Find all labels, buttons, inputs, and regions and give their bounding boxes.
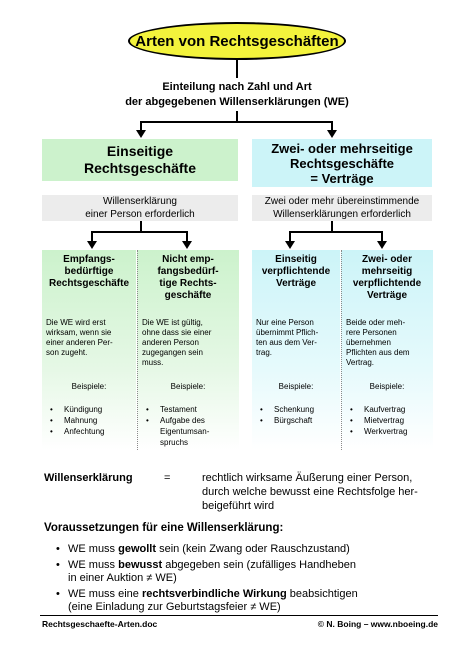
list-item: • Mietvertrag xyxy=(342,415,432,426)
list-item xyxy=(44,559,454,585)
heading-einseitige xyxy=(42,139,238,181)
list-item-text: Aufgabe des xyxy=(160,416,205,425)
note-left xyxy=(42,195,238,221)
prerequisites-list xyxy=(44,543,454,617)
list-item: • Schenkung xyxy=(252,404,340,415)
col4-description xyxy=(342,318,440,368)
prereq-emphasis: gewollt xyxy=(118,543,157,555)
prereq-text: sein (kein Zwang oder Rauschzustand) xyxy=(156,543,350,555)
col4-title-line: verpflichtende xyxy=(352,278,422,289)
col2-title-line: tige Rechts- xyxy=(159,278,217,289)
col3-desc-line: Nur eine Person xyxy=(256,318,314,327)
col4-title-line: mehrseitig xyxy=(361,266,413,277)
connector-col4 xyxy=(381,231,383,243)
prereq-text: abgegeben sein (zufälliges Handheben xyxy=(162,559,357,571)
list-item: • Testament xyxy=(138,404,238,415)
note-right-line-2: Willenserklärungen erforderlich xyxy=(273,209,411,220)
col1-description xyxy=(42,318,144,358)
definition-text-line: rechtlich wirksame Äußerung einer Person, xyxy=(202,472,413,484)
note-left-line-2: einer Person erforderlich xyxy=(85,209,195,220)
col3-title-line: Einseitig xyxy=(275,254,317,265)
col4-title-line: Verträge xyxy=(366,290,408,301)
col2-title-line: Nicht emp- xyxy=(162,254,214,265)
prereq-text: (eine Einladung zur Geburtstagsfeier ≠ WE) xyxy=(68,601,281,613)
heading-mehrseitige-line-1: Zwei- oder mehrseitige xyxy=(271,140,413,156)
definition-text-line: beigeführt wird xyxy=(202,500,275,512)
col4-examples xyxy=(342,404,432,437)
definition-equals: = xyxy=(164,472,171,484)
col2-desc-line: ohne dass sie einer xyxy=(142,328,212,337)
heading-einseitige-line-1: Einseitige xyxy=(106,143,174,159)
footer-divider xyxy=(40,615,438,616)
col1-title-line: Rechtsgeschäfte xyxy=(48,278,130,289)
prereq-emphasis: bewusst xyxy=(118,559,163,571)
list-item: • Kaufvertrag xyxy=(342,404,432,415)
definition-term: Willenserklärung xyxy=(44,472,133,484)
diagram-title: Arten von Rechtsgeschäften xyxy=(135,32,339,50)
prereq-text: WE muss xyxy=(68,559,119,571)
definition-text xyxy=(202,471,452,513)
prereq-text: beabsichtigen xyxy=(286,588,358,600)
heading-mehrseitige xyxy=(252,139,432,187)
heading-einseitige-line-2: Rechtsgeschäfte xyxy=(83,160,197,176)
col4-examples-label: Beispiele: xyxy=(369,382,405,391)
col2-title-line: geschäfte xyxy=(164,290,212,301)
col3-desc-line: trag. xyxy=(256,348,273,357)
list-item: • Kündigung xyxy=(42,404,136,415)
connector-col3 xyxy=(289,231,291,243)
prereq-text: WE muss xyxy=(68,543,119,555)
note-right xyxy=(252,195,432,221)
col2-desc-line: Die WE ist gültig, xyxy=(142,318,203,327)
list-item: • Werkvertrag xyxy=(342,426,432,437)
connector-right-sub-horizontal xyxy=(289,231,383,233)
col2-desc-line: anderen Person xyxy=(142,338,199,347)
col1-desc-line: einer anderen Per- xyxy=(46,338,113,347)
col2-examples-label: Beispiele: xyxy=(170,382,206,391)
heading-mehrseitige-line-2: Rechtsgeschäfte xyxy=(289,155,395,171)
col3-title-line: Verträge xyxy=(275,278,317,289)
col1-desc-line: son zugeht. xyxy=(46,348,88,357)
col4-title xyxy=(342,254,432,302)
col2-desc-line: muss. xyxy=(142,358,164,367)
col4-desc-line: Pflichten aus dem xyxy=(346,348,410,357)
col3-description xyxy=(252,318,348,358)
connector-left-sub-horizontal xyxy=(91,231,188,233)
col1-title-line: Empfangs- xyxy=(63,254,115,265)
prerequisites-heading: Voraussetzungen für eine Willenserklärung: xyxy=(44,522,284,534)
col3-examples xyxy=(252,404,340,426)
subtitle-line-2: der abgegebenen Willenserklärungen (WE) xyxy=(125,96,349,108)
list-item: • Mahnung xyxy=(42,415,136,426)
list-item xyxy=(44,588,454,614)
connector-col2 xyxy=(186,231,188,243)
list-item: • Bürgschaft xyxy=(252,415,340,426)
col1-title-line: bedürftige xyxy=(64,266,114,277)
col4-desc-line: Beide oder meh- xyxy=(346,318,406,327)
list-item xyxy=(138,415,238,448)
col3-title xyxy=(252,254,340,290)
list-item-text: Eigentumsan- xyxy=(160,427,210,436)
footer-copyright: © N. Boing – www.nboeing.de xyxy=(317,619,438,629)
connector-col1 xyxy=(91,231,93,243)
col3-examples-label: Beispiele: xyxy=(278,382,314,391)
col1-title xyxy=(42,254,136,290)
col2-examples xyxy=(138,404,238,448)
arrowhead-right xyxy=(327,130,337,138)
col2-desc-line: zugegangen sein xyxy=(142,348,203,357)
col1-desc-line: Die WE wird erst xyxy=(46,318,106,327)
col1-desc-line: wirksam, wenn sie xyxy=(46,328,112,337)
col4-desc-line: rere Personen xyxy=(346,328,397,337)
col4-desc-line: Vertrag. xyxy=(346,358,375,367)
col3-desc-line: ten aus dem Ver- xyxy=(256,338,317,347)
prereq-text: in einer Auktion ≠ WE) xyxy=(68,572,177,584)
prereq-emphasis: rechtsverbindliche Wirkung xyxy=(141,588,287,600)
heading-mehrseitige-line-3: = Verträge xyxy=(310,170,374,186)
col2-description xyxy=(138,318,246,368)
col4-title-line: Zwei- oder xyxy=(361,254,412,265)
col3-title-line: verpflichtende xyxy=(261,266,331,277)
list-item: • Anfechtung xyxy=(42,426,136,437)
col2-title xyxy=(138,254,238,302)
col4-desc-line: übernehmen xyxy=(346,338,391,347)
note-right-line-1: Zwei oder mehr übereinstimmende xyxy=(264,196,420,207)
col1-examples-label: Beispiele: xyxy=(71,382,107,391)
list-item-text: spruchs xyxy=(160,438,189,447)
definition-text-line: durch welche bewusst eine Rechtsfolge her- xyxy=(202,486,418,498)
arrowhead-left xyxy=(136,130,146,138)
footer-filename: Rechtsgeschaefte-Arten.doc xyxy=(42,619,158,629)
col2-title-line: fangsbedürf- xyxy=(157,266,219,277)
col1-examples xyxy=(42,404,136,437)
col3-desc-line: übernimmt Pflich- xyxy=(256,328,319,337)
note-left-line-1: Willenserklärung xyxy=(103,196,177,207)
list-item xyxy=(44,543,454,556)
prereq-text: WE muss eine xyxy=(68,588,142,600)
subtitle-line-1: Einteilung nach Zahl und Art xyxy=(162,81,312,93)
